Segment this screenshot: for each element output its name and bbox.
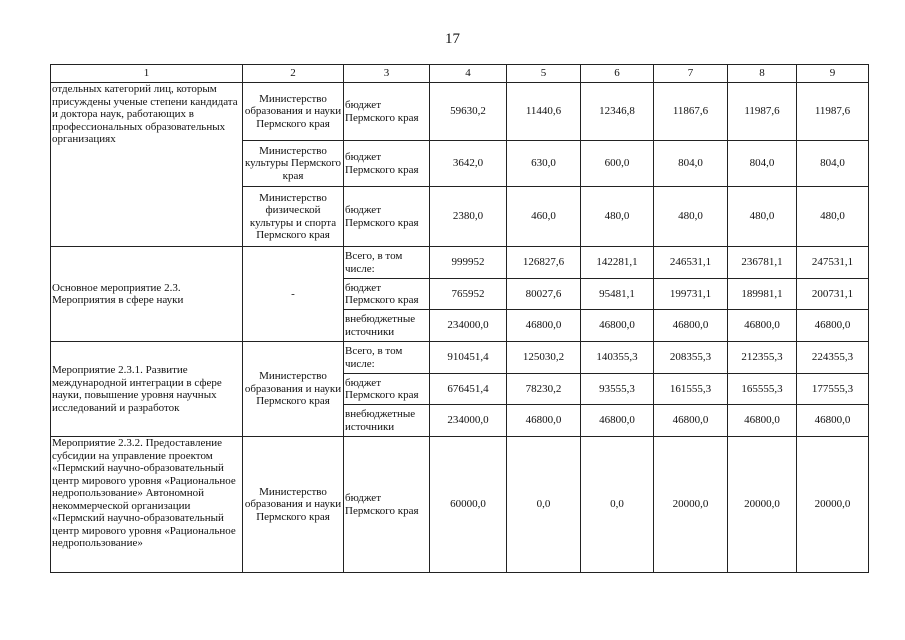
value-cell: 0,0 — [507, 437, 581, 573]
value-cell: 480,0 — [797, 187, 869, 247]
value-cell: 11987,6 — [728, 83, 797, 141]
value-cell: 630,0 — [507, 141, 581, 187]
header-cell: 2 — [243, 65, 344, 83]
value-cell: 46800,0 — [654, 310, 728, 342]
value-cell: 189981,1 — [728, 279, 797, 310]
value-cell: 46800,0 — [507, 310, 581, 342]
value-cell: 234000,0 — [430, 310, 507, 342]
header-cell: 7 — [654, 65, 728, 83]
source-cell: бюджет Пермского края — [344, 141, 430, 187]
value-cell: 60000,0 — [430, 437, 507, 573]
value-cell: 125030,2 — [507, 342, 581, 374]
value-cell: 676451,4 — [430, 374, 507, 405]
table-row — [51, 83, 869, 141]
source-cell: Всего, в том числе: — [344, 342, 430, 374]
measure-description: Основное мероприятие 2.3. Мероприятия в сфере науки — [51, 247, 243, 342]
executor-cell: - — [243, 247, 344, 342]
measure-description: Мероприятие 2.3.2. Предоставление субсидии на управление проектом «Пермский научно-образовательный центр мирового уровня «Рациональное недропользование» Автономной некоммерческой организации «Пермский научно-образовательный центр мирового уровня «Рациональное недропользование» — [51, 437, 243, 573]
value-cell: 765952 — [430, 279, 507, 310]
table-row — [51, 342, 869, 374]
table-header-row — [51, 65, 869, 83]
value-cell: 11987,6 — [797, 83, 869, 141]
value-cell: 46800,0 — [581, 310, 654, 342]
source-cell: бюджет Пермского края — [344, 83, 430, 141]
value-cell: 199731,1 — [654, 279, 728, 310]
value-cell: 12346,8 — [581, 83, 654, 141]
value-cell: 804,0 — [797, 141, 869, 187]
executor-cell: Министерство физической культуры и спорта Пермского края — [243, 187, 344, 247]
value-cell: 46800,0 — [507, 405, 581, 437]
value-cell: 999952 — [430, 247, 507, 279]
measure-description: Мероприятие 2.3.1. Развитие международной интеграции в сфере науки, повышение уровня научных исследований и разработок — [51, 342, 243, 437]
value-cell: 46800,0 — [654, 405, 728, 437]
value-cell: 11440,6 — [507, 83, 581, 141]
value-cell: 142281,1 — [581, 247, 654, 279]
table-row — [51, 437, 869, 573]
header-cell: 4 — [430, 65, 507, 83]
value-cell: 212355,3 — [728, 342, 797, 374]
value-cell: 247531,1 — [797, 247, 869, 279]
measure-description: отдельных категорий лиц, которым присуждены ученые степени кандидата и доктора наук, работающих в профессиональных образовательных организациях — [51, 83, 243, 247]
value-cell: 78230,2 — [507, 374, 581, 405]
source-cell: бюджет Пермского края — [344, 374, 430, 405]
funding-table — [50, 64, 869, 573]
value-cell: 246531,1 — [654, 247, 728, 279]
value-cell: 20000,0 — [728, 437, 797, 573]
source-cell: внебюджетные источники — [344, 310, 430, 342]
value-cell: 480,0 — [654, 187, 728, 247]
value-cell: 480,0 — [728, 187, 797, 247]
value-cell: 0,0 — [581, 437, 654, 573]
value-cell: 20000,0 — [654, 437, 728, 573]
value-cell: 11867,6 — [654, 83, 728, 141]
value-cell: 59630,2 — [430, 83, 507, 141]
value-cell: 46800,0 — [728, 310, 797, 342]
header-cell: 6 — [581, 65, 654, 83]
executor-cell: Министерство образования и науки Пермского края — [243, 342, 344, 437]
value-cell: 46800,0 — [728, 405, 797, 437]
value-cell: 93555,3 — [581, 374, 654, 405]
value-cell: 224355,3 — [797, 342, 869, 374]
value-cell: 177555,3 — [797, 374, 869, 405]
value-cell: 46800,0 — [581, 405, 654, 437]
value-cell: 2380,0 — [430, 187, 507, 247]
value-cell: 140355,3 — [581, 342, 654, 374]
header-cell: 5 — [507, 65, 581, 83]
source-cell: бюджет Пермского края — [344, 437, 430, 573]
executor-cell: Министерство образования и науки Пермского края — [243, 437, 344, 573]
value-cell: 3642,0 — [430, 141, 507, 187]
page-number: 17 — [445, 31, 460, 47]
value-cell: 910451,4 — [430, 342, 507, 374]
value-cell: 95481,1 — [581, 279, 654, 310]
source-cell: Всего, в том числе: — [344, 247, 430, 279]
header-cell: 9 — [797, 65, 869, 83]
value-cell: 236781,1 — [728, 247, 797, 279]
value-cell: 480,0 — [581, 187, 654, 247]
value-cell: 20000,0 — [797, 437, 869, 573]
value-cell: 208355,3 — [654, 342, 728, 374]
value-cell: 600,0 — [581, 141, 654, 187]
source-cell: бюджет Пермского края — [344, 279, 430, 310]
table-row — [51, 247, 869, 279]
value-cell: 804,0 — [654, 141, 728, 187]
value-cell: 460,0 — [507, 187, 581, 247]
source-cell: бюджет Пермского края — [344, 187, 430, 247]
header-cell: 8 — [728, 65, 797, 83]
value-cell: 126827,6 — [507, 247, 581, 279]
value-cell: 200731,1 — [797, 279, 869, 310]
value-cell: 234000,0 — [430, 405, 507, 437]
value-cell: 161555,3 — [654, 374, 728, 405]
value-cell: 46800,0 — [797, 310, 869, 342]
value-cell: 80027,6 — [507, 279, 581, 310]
value-cell: 804,0 — [728, 141, 797, 187]
executor-cell: Министерство культуры Пермского края — [243, 141, 344, 187]
value-cell: 46800,0 — [797, 405, 869, 437]
executor-cell: Министерство образования и науки Пермского края — [243, 83, 344, 141]
source-cell: внебюджетные источники — [344, 405, 430, 437]
value-cell: 165555,3 — [728, 374, 797, 405]
header-cell: 3 — [344, 65, 430, 83]
header-cell: 1 — [51, 65, 243, 83]
